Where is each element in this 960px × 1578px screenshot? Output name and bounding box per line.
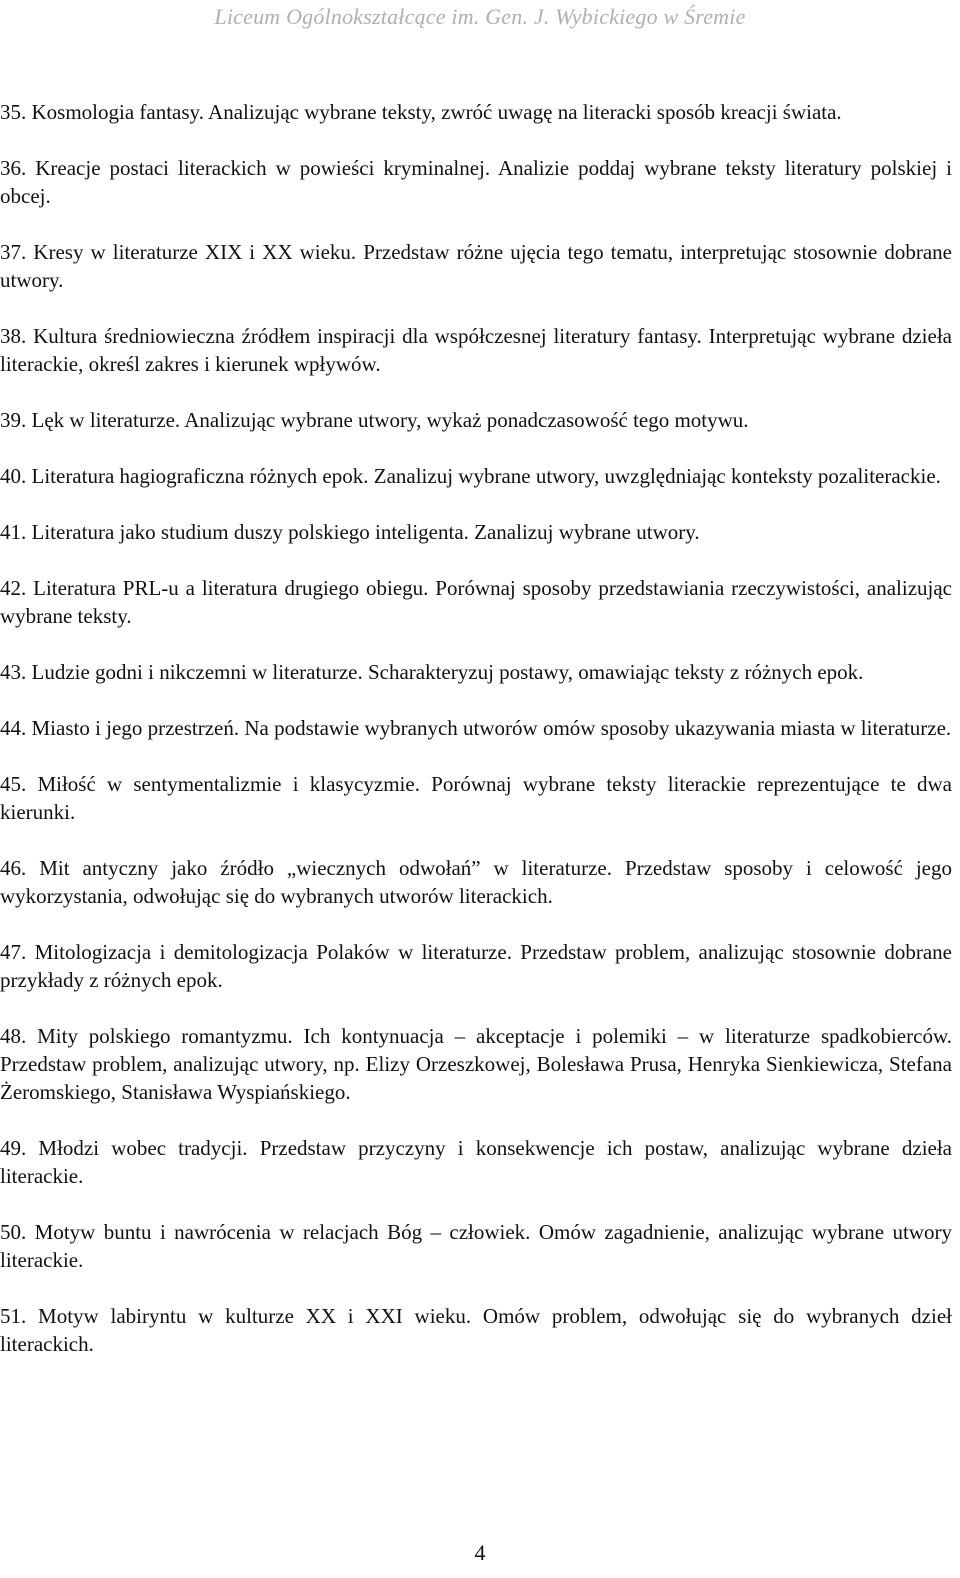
topic-item-37: 37. Kresy w literaturze XIX i XX wieku. Przedstaw różne ujęcia tego tematu, interpretując stosownie dobrane utwory. (0, 240, 952, 292)
topic-item-47: 47. Mitologizacja i demitologizacja Polaków w literaturze. Przedstaw problem, analizując stosownie dobrane przykłady z różnych epok. (0, 940, 952, 992)
topic-item-38: 38. Kultura średniowieczna źródłem inspiracji dla współczesnej literatury fantasy. Interpretując wybrane dzieła literackie, określ zakres i kierunek wpływów. (0, 324, 952, 376)
topic-item-39: 39. Lęk w literaturze. Analizując wybrane utwory, wykaż ponadczasowość tego motywu. (0, 408, 749, 432)
topic-item-44: 44. Miasto i jego przestrzeń. Na podstawie wybranych utworów omów sposoby ukazywania miasta w literaturze. (0, 716, 952, 740)
topic-item-41: 41. Literatura jako studium duszy polskiego inteligenta. Zanalizuj wybrane utwory. (0, 520, 700, 544)
topic-item-42: 42. Literatura PRL-u a literatura drugiego obiegu. Porównaj sposoby przedstawiania rzeczywistości, analizując wybrane teksty. (0, 576, 952, 628)
topic-item-46: 46. Mit antyczny jako źródło „wiecznych odwołań” w literaturze. Przedstaw sposoby i celowość jego wykorzystania, odwołując się do wybranych utworów literackich. (0, 856, 952, 908)
topic-item-40: 40. Literatura hagiograficzna różnych epok. Zanalizuj wybrane utwory, uwzględniając konteksty pozaliterackie. (0, 464, 941, 488)
topic-item-45: 45. Miłość w sentymentalizmie i klasycyzmie. Porównaj wybrane teksty literackie reprezentujące te dwa kierunki. (0, 772, 952, 824)
topic-item-51: 51. Motyw labiryntu w kulturze XX i XXI wieku. Omów problem, odwołując się do wybranych dzieł literackich. (0, 1304, 952, 1356)
topic-item-48: 48. Mity polskiego romantyzmu. Ich kontynuacja – akceptacje i polemiki – w literaturze spadkobierców. Przedstaw problem, analizując utwory, np. Elizy Orzeszkowej, Bolesława Prusa, Henryka Sienkiewicza, Stefana Żeromskiego, Stanisława Wyspiańskiego. (0, 1024, 952, 1104)
page-number: 4 (474, 1540, 486, 1565)
topic-item-50: 50. Motyw buntu i nawrócenia w relacjach Bóg – człowiek. Omów zagadnienie, analizując wybrane utwory literackie. (0, 1220, 952, 1272)
topic-item-35: 35. Kosmologia fantasy. Analizując wybrane teksty, zwróć uwagę na literacki sposób kreacji świata. (0, 100, 842, 124)
topic-item-43: 43. Ludzie godni i nikczemni w literaturze. Scharakteryzuj postawy, omawiając teksty z różnych epok. (0, 660, 864, 684)
page-header: Liceum Ogólnokształcące im. Gen. J. Wybickiego w Śremie (214, 4, 746, 29)
topic-list (0, 98, 952, 1386)
topic-item-36: 36. Kreacje postaci literackich w powieści kryminalnej. Analizie poddaj wybrane teksty literatury polskiej i obcej. (0, 156, 952, 208)
topic-item-49: 49. Młodzi wobec tradycji. Przedstaw przyczyny i konsekwencje ich postaw, analizując wybrane dzieła literackie. (0, 1136, 952, 1188)
